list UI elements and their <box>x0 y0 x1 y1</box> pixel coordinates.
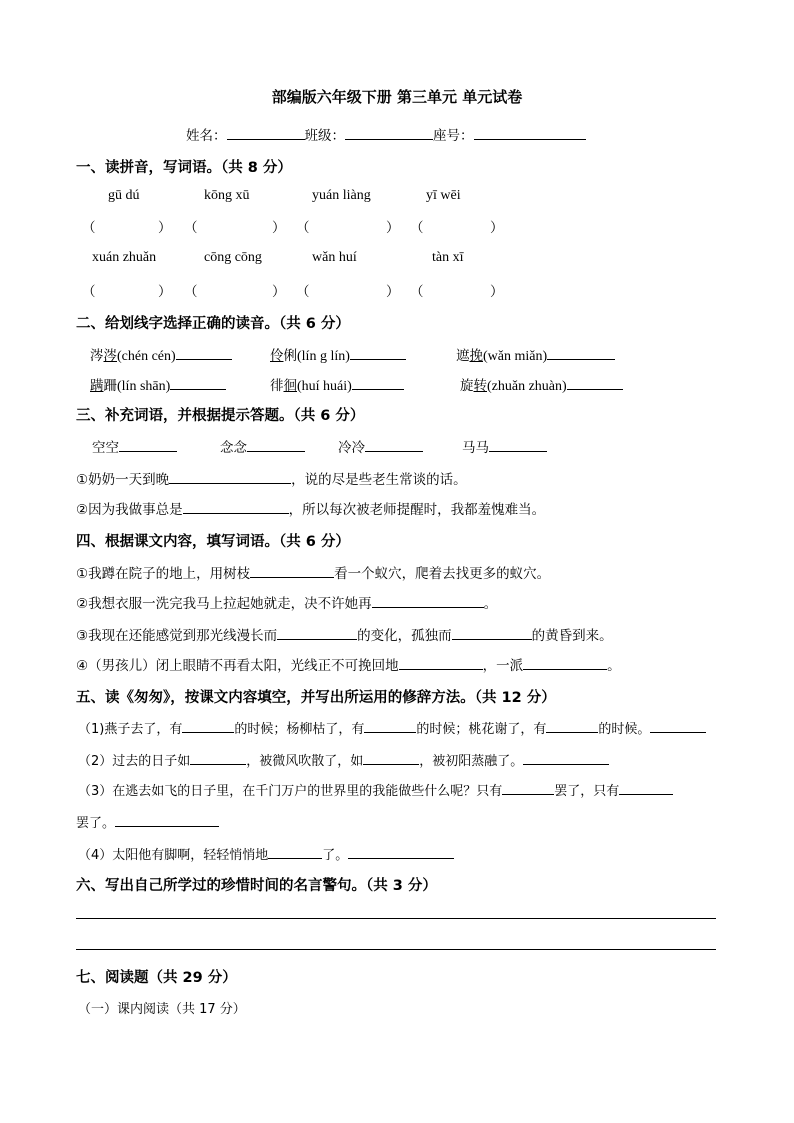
reading-answer-6[interactable] <box>567 377 623 390</box>
answer-box-5-close: ） <box>158 284 172 300</box>
q4-blank-1[interactable] <box>250 565 334 578</box>
answer-line-2[interactable] <box>76 949 716 950</box>
answer-box-3-open: （ <box>296 220 310 236</box>
q4-blank-3[interactable] <box>277 627 357 640</box>
q5-rhetoric-4[interactable] <box>348 846 454 859</box>
q5-item-2: （2）过去的日子如 ，被微风吹散了，如 ，被初阳蒸融了。 <box>78 750 609 769</box>
reading-item-3: 遮挽(wǎn miǎn) <box>456 344 615 365</box>
reading-answer-5[interactable] <box>352 377 404 390</box>
pinyin-5: xuán zhuǎn <box>92 250 157 265</box>
page-title: 部编版六年级下册 第三单元 单元试卷 <box>271 88 523 106</box>
section-6-heading: 六、写出自己所学过的珍惜时间的名言警句。（共 3 分） <box>76 878 437 894</box>
reading-answer-4[interactable] <box>170 377 226 390</box>
q5-blank-1[interactable] <box>182 720 234 733</box>
q4-blank-2[interactable] <box>372 595 484 608</box>
q5-item-3-cont: 罢了。 <box>76 812 219 831</box>
q5-blank-6[interactable] <box>502 782 554 795</box>
reading-item-4: 蹒跚(lín shān) <box>90 374 226 395</box>
section-4-heading: 四、根据课文内容，填写词语。（共 6 分） <box>76 534 350 550</box>
q4-sentence-2: ②我想衣服一洗完我马上拉起她就走，决不许她再 。 <box>76 596 498 612</box>
reading-item-5: 徘徊(huí huái) <box>270 374 404 395</box>
answer-box-7-open: （ <box>296 284 310 300</box>
q5-item-4: （4）太阳他有脚啊，轻轻悄悄地 了。 <box>78 844 454 863</box>
q3-sentence-1: ①奶奶一天到晚 ，说的尽是些老生常谈的话。 <box>76 472 467 488</box>
answer-box-4-open: （ <box>410 220 424 236</box>
q5-rhetoric-2[interactable] <box>523 752 609 765</box>
section-5-heading: 五、读《匆匆》，按课文内容填空，并写出所运用的修辞方法。（共 12 分） <box>76 690 556 706</box>
student-info-line <box>186 124 586 144</box>
q4-blank-6[interactable] <box>523 657 607 670</box>
q4-sentence-3: ③我现在还能感觉到那光线漫长而 的变化，孤独而 的黄昏到来。 <box>76 628 613 644</box>
idiom-2-blank[interactable] <box>247 439 305 452</box>
answer-box-2-open: （ <box>184 220 198 236</box>
idiom-1: 空空 <box>92 436 177 456</box>
answer-box-5-open: （ <box>82 284 96 300</box>
q5-blank-2[interactable] <box>364 720 416 733</box>
q4-blank-5[interactable] <box>399 657 483 670</box>
answer-box-1-open: （ <box>82 220 96 236</box>
answer-box-3-close: ） <box>386 220 400 236</box>
idiom-3: 冷冷 <box>338 436 423 456</box>
reading-answer-2[interactable] <box>350 347 406 360</box>
seat-field[interactable] <box>474 127 586 140</box>
q5-blank-3[interactable] <box>546 720 598 733</box>
reading-item-2: 伶俐(lín g lín) <box>270 344 406 365</box>
answer-box-6-close: ） <box>272 284 286 300</box>
answer-line-1[interactable] <box>76 918 716 919</box>
idiom-1-blank[interactable] <box>119 439 177 452</box>
idiom-2: 念念 <box>220 436 305 456</box>
answer-box-8-open: （ <box>410 284 424 300</box>
q5-blank-5[interactable] <box>363 752 419 765</box>
q5-item-1: （1)燕子去了，有 的时候；杨柳枯了，有 的时候；桃花谢了，有 的时候。 <box>78 718 706 737</box>
section-2-heading: 二、给划线字选择正确的读音。（共 6 分） <box>76 316 350 332</box>
idiom-3-blank[interactable] <box>365 439 423 452</box>
pinyin-7: wǎn huí <box>312 250 357 265</box>
answer-box-1-close: ） <box>158 220 172 236</box>
answer-box-2-close: ） <box>272 220 286 236</box>
section-1-heading: 一、读拼音，写词语。（共 8 分） <box>76 160 292 176</box>
pinyin-4: yī wēi <box>426 188 461 203</box>
name-field[interactable] <box>227 127 305 140</box>
section-3-heading: 三、补充词语，并根据提示答题。（共 6 分） <box>76 408 365 424</box>
seat-label: 座号： <box>433 128 474 144</box>
class-label: 班级： <box>304 128 345 144</box>
section-7-heading: 七、阅读题（共 29 分） <box>76 970 237 986</box>
q3-blank-1[interactable] <box>169 471 291 484</box>
q4-blank-4[interactable] <box>452 627 532 640</box>
idiom-4: 马马 <box>462 436 547 456</box>
reading-item-1: 涔涔(chén cén) <box>90 344 232 365</box>
q5-rhetoric-1[interactable] <box>650 720 706 733</box>
answer-box-4-close: ） <box>490 220 504 236</box>
q5-rhetoric-3[interactable] <box>115 814 219 827</box>
q3-sentence-2: ②因为我做事总是 ，所以每次被老师提醒时，我都羞愧难当。 <box>76 502 546 518</box>
class-field[interactable] <box>345 127 433 140</box>
q4-sentence-4: ④（男孩儿）闭上眼睛不再看太阳，光线正不可挽回地 ，一派 。 <box>76 658 621 674</box>
answer-box-7-close: ） <box>386 284 400 300</box>
pinyin-8: tàn xī <box>432 250 464 265</box>
pinyin-3: yuán liàng <box>312 188 371 203</box>
name-label: 姓名： <box>186 128 227 144</box>
idiom-4-blank[interactable] <box>489 439 547 452</box>
pinyin-6: cōng cōng <box>204 250 262 265</box>
q3-blank-2[interactable] <box>183 501 289 514</box>
answer-box-6-open: （ <box>184 284 198 300</box>
pinyin-1: gū dú <box>108 188 140 203</box>
q5-item-3: （3）在逃去如飞的日子里，在千门万户的世界里的我能做些什么呢？只有 罢了，只有 <box>78 780 673 799</box>
reading-item-6: 旋转(zhuǎn zhuàn) <box>460 374 623 395</box>
pinyin-2: kōng xū <box>204 188 250 203</box>
q4-sentence-1: ①我蹲在院子的地上，用树枝 看一个蚁穴，爬着去找更多的蚁穴。 <box>76 566 551 582</box>
reading-answer-1[interactable] <box>176 347 232 360</box>
answer-box-8-close: ） <box>490 284 504 300</box>
reading-answer-3[interactable] <box>547 347 615 360</box>
q5-blank-8[interactable] <box>268 846 322 859</box>
section-7-subheading: （一）课内阅读（共 17 分） <box>78 1002 246 1017</box>
q5-blank-4[interactable] <box>190 752 246 765</box>
q5-blank-7[interactable] <box>619 782 673 795</box>
